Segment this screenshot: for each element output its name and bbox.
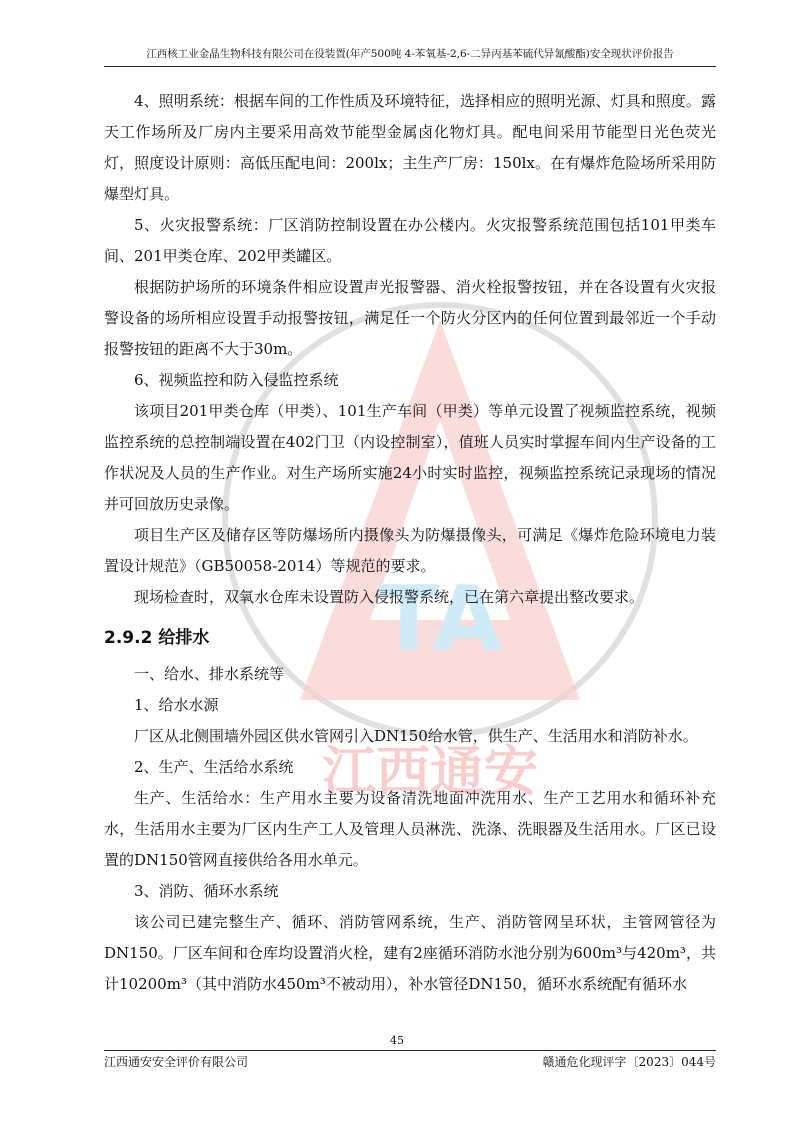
footer-company: 江西通安安全评价有限公司 (104, 1055, 249, 1069)
section-title: 2.9.2 给排水 (104, 628, 210, 648)
paragraph-inspection-note: 现场检查时，双氧水仓库未设置防入侵报警系统，已在第六章提出整改要求。 (134, 588, 645, 606)
footer-divider (104, 1050, 716, 1051)
paragraph-lighting: 4、照明系统：根据车间的工作性质及环境特征，选择相应的照明光源、灯具和照度。露天工作场所及厂房内主要采用高效节能型金属卤化物灯具。配电间采用节能型日光色荧光灯，照度设计原则：高低压配电间：200lx；主生产厂房：150lx。在有爆炸危险场所采用防爆型灯具。 (104, 92, 716, 203)
footer-doc-number: 赣通危化现评字〔2023〕044号 (542, 1055, 716, 1069)
paragraph-water-system: 一、给水、排水系统等 (134, 665, 285, 683)
paragraph-fire-alarm: 5、火灾报警系统：厂区消防控制设置在办公楼内。火灾报警系统范围包括101甲类车间、201甲类仓库、202甲类罐区。 (104, 216, 716, 265)
paragraph-fire-water-heading: 3、消防、循环水系统 (134, 882, 279, 900)
header-divider (104, 66, 716, 67)
main-content (104, 86, 716, 1000)
seal-name: 江西通安 (322, 740, 538, 803)
page-number: 45 (390, 1034, 404, 1047)
paragraph-explosion-proof-camera: 项目生产区及储存区等防爆场所内摄像头为防爆摄像头，可满足《爆炸危险环境电力装置设计规范》（GB50058-2014）等规范的要求。 (104, 526, 716, 575)
paragraph-supply-heading: 2、生产、生活给水系统 (134, 758, 294, 776)
paragraph-water-source-heading: 1、给水水源 (134, 696, 219, 714)
paragraph-video-system: 该项目201甲类仓库（甲类）、101生产车间（甲类）等单元设置了视频监控系统，视频监控系统的总控制端设置在402门卫（内设控制室），值班人员实时掌握车间内生产设备的工作状况及人员的生产作业。对生产场所实施24小时实时监控，视频监控系统记录现场的情况并可回放历史录像。 (104, 402, 716, 513)
paragraph-water-source: 厂区从北侧围墙外园区供水管网引入DN150给水管，供生产、生活用水和消防补水。 (134, 727, 698, 745)
paragraph-alarm-buttons: 根据防护场所的环境条件相应设置声光报警器、消火栓报警按钮，并在各设置有火灾报警设备的场所相应设置手动报警按钮，满足任一个防火分区内的任何位置到最邻近一个手动报警按钮的距离不大于30m。 (104, 278, 716, 358)
paragraph-fire-water: 该公司已建完整生产、循环、消防管网系统，生产、消防管网呈环状，主管网管径为DN150。厂区车间和仓库均设置消火栓，建有2座循环消防水池分别为600m³与420m³，共计10200m³（其中消防水450m³不被动用），补水管径DN150，循环水系统配有循环水 (104, 913, 716, 993)
paragraph-supply: 生产、生活给水：生产用水主要为设备清洗地面冲洗用水、生产工艺用水和循环补充水，生活用水主要为厂区内生产工人及管理人员淋洗、洗涤、洗眼器及生活用水。厂区已设置的DN150管网直接供给各用水单元。 (104, 789, 716, 869)
paragraph-video-heading: 6、视频监控和防入侵监控系统 (134, 371, 339, 389)
seal-letters: TA (377, 567, 503, 672)
running-header: 江西核工业金晶生物科技有限公司在役装置(年产500吨 4-苯氧基-2,6-二异丙基苯硫代异氰酸酯)安全现状评价报告 (146, 48, 674, 60)
